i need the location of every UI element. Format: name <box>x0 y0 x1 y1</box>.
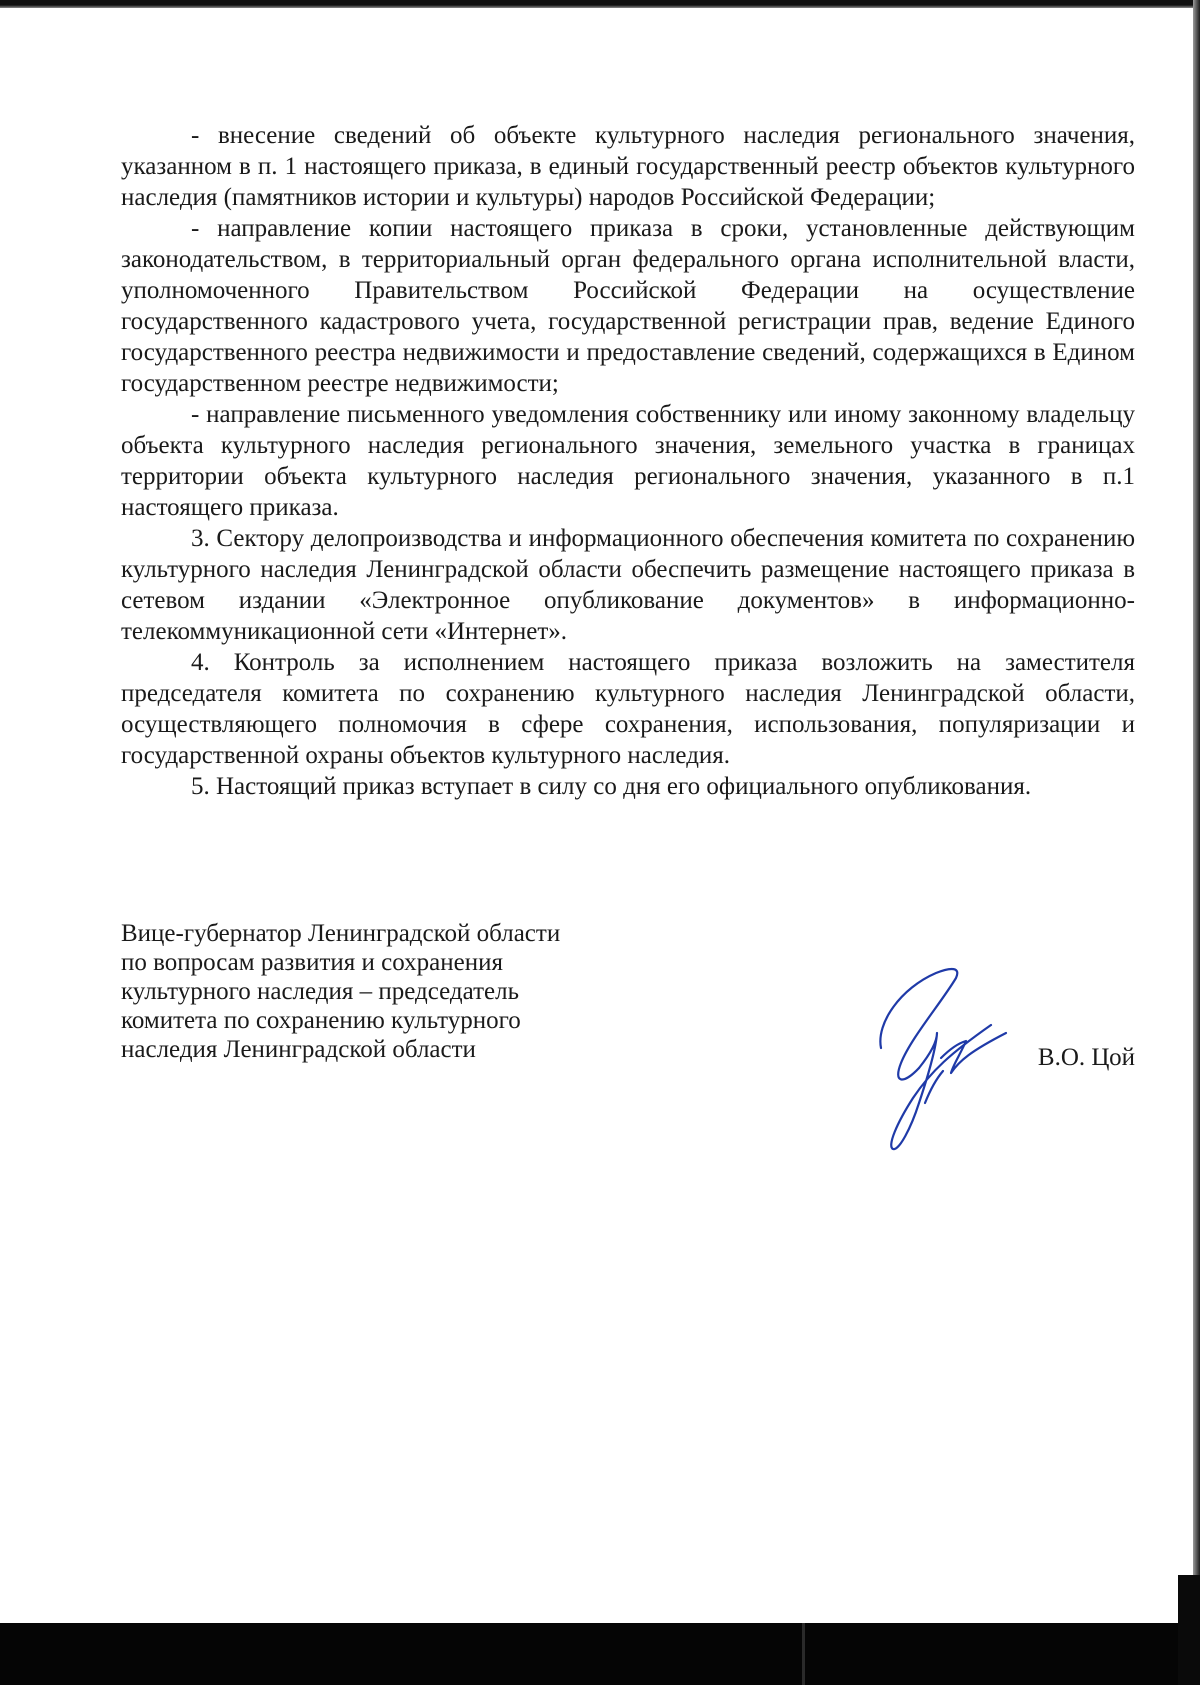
signer-title-line: Вице-губернатор Ленинградской области <box>121 920 561 947</box>
scan-bottom-gap <box>802 1623 805 1685</box>
scan-bottom-bar <box>0 1623 1200 1685</box>
scan-bottom-right <box>1178 1575 1200 1685</box>
signer-title-line: культурного наследия – председатель <box>121 978 519 1005</box>
signer-title-line: комитета по сохранению культурного <box>121 1007 521 1034</box>
scan-top-edge <box>0 0 1200 8</box>
signature-block <box>121 919 1135 1159</box>
paragraph-item-4: 4. Контроль за исполнением настоящего приказа возложить на заместителя председателя комитета по сохранению культурного наследия Ленинградской области, осуществляющего полномочия в сфере сохранения, использования, популяризации и государственной охраны объектов культурного наследия. <box>121 649 1135 769</box>
paragraph-owner-notice: - направление письменного уведомления собственнику или иному законному владельцу объекта культурного наследия регионального значения, земельного участка в границах территории объекта культурного наследия регионального значения, указанного в п.1 настоящего приказа. <box>121 401 1135 521</box>
signer-name: В.О. Цой <box>1037 1044 1135 1071</box>
scan-right-edge <box>1193 0 1200 1685</box>
paragraph-item-3: 3. Сектору делопроизводства и информационного обеспечения комитета по сохранению культурного наследия Ленинградской области обеспечить размещение настоящего приказа в сетевом издании «Электронное опубликование документов» в информационно-телекоммуникационной сети «Интернет». <box>121 525 1135 645</box>
signer-title-line: наследия Ленинградской области <box>121 1036 476 1063</box>
signer-title <box>121 919 641 1064</box>
paragraph-send-copy: - направление копии настоящего приказа в сроки, установленные действующим законодательством, в территориальный орган федерального органа исполнительной власти, уполномоченного Правительством Российской Федерации на осуществление государственного кадастрового учета, государственной регистрации прав, ведение Единого государственного реестра недвижимости и предоставление сведений, содержащихся в Едином государственном реестре недвижимости; <box>121 215 1135 397</box>
signer-title-line: по вопросам развития и сохранения <box>121 949 503 976</box>
paragraph-registry-entry: - внесение сведений об объекте культурного наследия регионального значения, указанном в п. 1 настоящего приказа, в единый государственный реестр объектов культурного наследия (памятников истории и культуры) народов Российской Федерации; <box>121 122 1135 211</box>
paragraph-item-5: 5. Настоящий приказ вступает в силу со дня его официального опубликования. <box>191 773 1032 800</box>
handwritten-signature <box>841 953 1041 1153</box>
document-body <box>121 120 1135 802</box>
